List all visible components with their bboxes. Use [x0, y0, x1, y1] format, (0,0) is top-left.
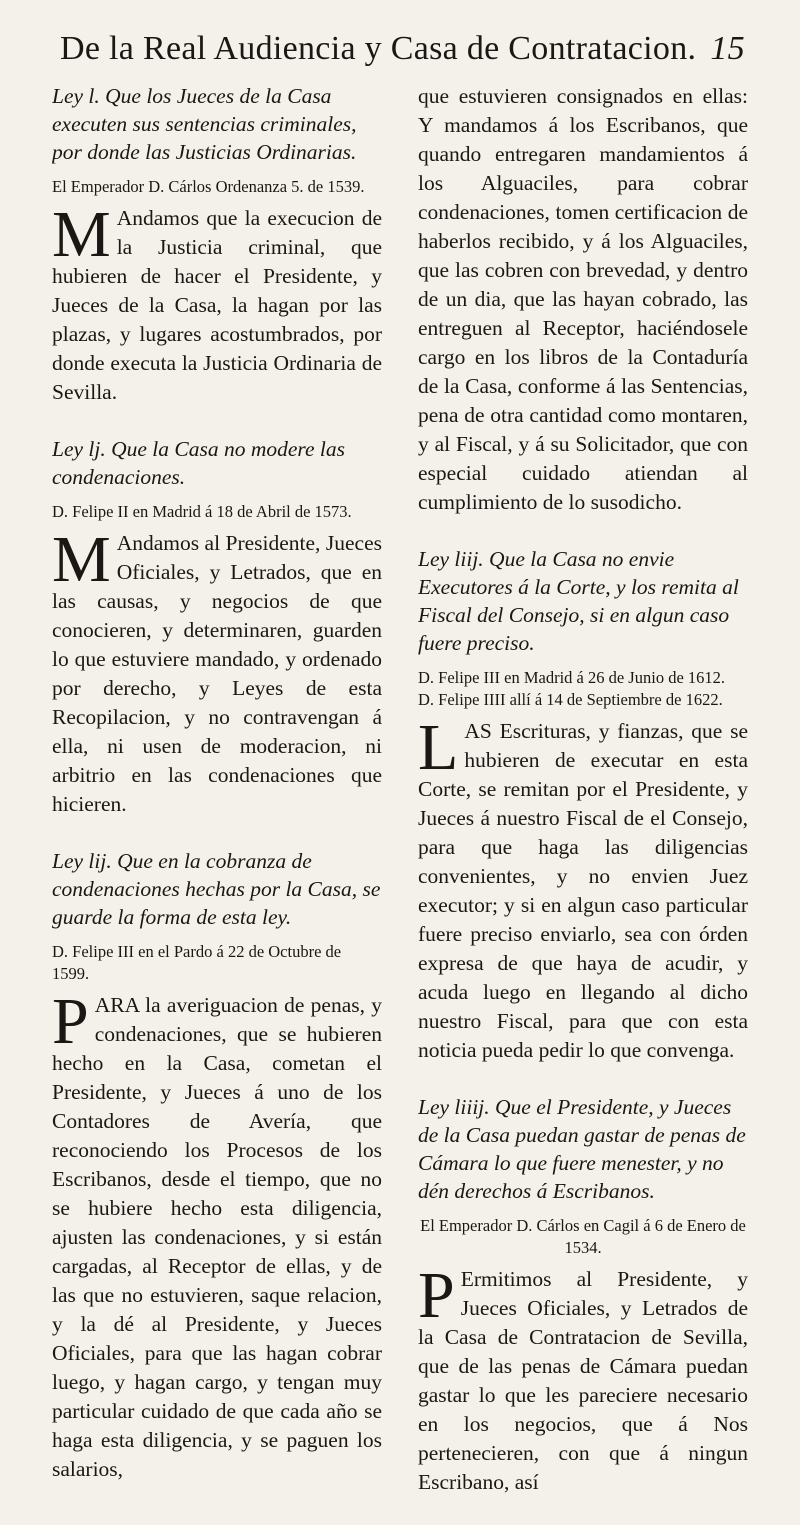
decree-line: D. Felipe IIII allí á 14 de Septiembre de 1622.: [418, 690, 723, 709]
law-text: [418, 711, 748, 1065]
law-section: [52, 435, 382, 847]
drop-cap: P: [418, 1259, 455, 1332]
page-number: 15: [710, 30, 745, 67]
law-body: Andamos que la execucion de la Justicia criminal, que hubieren de hacer el Presidente, y Jueces de la Casa, la hagan por las plazas, y lugares acostumbrados, por donde executa la Justicia Ordinaria de Sevilla.: [52, 206, 382, 404]
left-column: [52, 82, 382, 1512]
law-text: [418, 1259, 748, 1497]
law-body: AS Escrituras, y fianzas, que se hubieren de executar en esta Corte, se remitan por el Presidente, y Jueces á nuestro Fiscal de el Consejo, para que haga las diligencias convenientes, y no envien Juez executor; y si en algun caso particular fuere preciso enviarlo, sea con órden expresa de que haya de acudir, y acuda luego en llegando al dicho nuestro Fiscal, para que con esta noticia pueda pedir lo que convenga.: [418, 719, 748, 1062]
law-body: ARA la averiguacion de penas, y condenaciones, que se hubieren hecho en la Casa, cometan el Presidente, y Jueces á uno de los Contadores de Avería, que reconociendo los Procesos de los Escribanos, desde el tiempo, que no se hubiere hecho esta diligencia, ajusten las condenaciones, y si están cargadas, al Receptor de ellas, y de las que no estuvieren, saque relacion, y la dé al Presidente, y Jueces Oficiales, para que las hagan cobrar luego, y hagan cargo, y tengan muy particular cuidado de que cada año se haga esta diligencia, y se paguen los salarios,: [52, 993, 382, 1481]
law-title: Ley lj. Que la Casa no modere las condenaciones.: [52, 437, 346, 489]
law-text: [52, 198, 382, 407]
drop-cap: P: [52, 985, 89, 1058]
running-header: [60, 30, 760, 68]
decree-line: D. Felipe II en Madrid á 18 de Abril de 1573.: [52, 502, 352, 521]
drop-cap: M: [52, 523, 111, 596]
right-column: [418, 82, 748, 1525]
law-body: Ermitimos al Presidente, y Jueces Oficiales, y Letrados de la Casa de Contratacion de Sevilla, que de las penas de Cámara puedan gastar lo que les pareciere necesario en los negocios, que á Nos pertenecieren, con que á ningun Escribano, así: [418, 1267, 748, 1494]
drop-cap: L: [418, 711, 459, 784]
running-title: De la Real Audiencia y Casa de Contratacion.: [60, 30, 697, 67]
decree-line: D. Felipe III en el Pardo á 22 de Octubre de 1599.: [52, 942, 342, 983]
law-text: [52, 523, 382, 819]
law-title: Ley l. Que los Jueces de la Casa executen sus sentencias criminales, por donde las Justicias Ordinarias.: [52, 84, 357, 164]
law-body: Andamos al Presidente, Jueces Oficiales, y Letrados, que en las causas, y negocios de que conocieren, y determinaren, guarden lo que estuviere mandado, y ordenado por derecho, y Leyes de esta Recopilacion, y no contravengan á ella, ni usen de moderacion, ni arbitrio en las condenaciones que hicieren.: [52, 531, 382, 816]
decree-line: El Emperador D. Cárlos Ordenanza 5. de 1539.: [52, 177, 365, 196]
continued-text: que estuvieren consignados en ellas: Y mandamos á los Escribanos, que quando entregaren mandamientos á los Alguaciles, para cobrar condenaciones, tomen certificacion de haberlos recibido, y á los Alguaciles, que las cobren con brevedad, y dentro de un dia, que las hayan cobrado, las entreguen al Receptor, haciéndosele cargo en los libros de la Contaduría de la Casa, conforme á las Sentencias, pena de otra cantidad como montaren, y al Fiscal, y á su Solicitador, que con especial cuidado atiendan al cumplimiento de lo susodicho.: [418, 84, 748, 514]
drop-cap: M: [52, 198, 111, 271]
decree-line: El Emperador D. Cárlos en Cagil á 6 de Enero de 1534.: [420, 1216, 746, 1257]
law-section: [52, 82, 382, 435]
law-section: [52, 847, 382, 1512]
law-title: Ley liiij. Que el Presidente, y Jueces de la Casa puedan gastar de penas de Cámara lo que fuere menester, y no dén derechos á Escribanos.: [418, 1095, 746, 1203]
law-text: [52, 985, 382, 1484]
decree-line: D. Felipe III en Madrid á 26 de Junio de 1612.: [418, 668, 726, 687]
law-title: Ley lij. Que en la cobranza de condenaciones hechas por la Casa, se guarde la forma de esta ley.: [52, 849, 381, 929]
law-section: [418, 545, 748, 1093]
law-title: Ley liij. Que la Casa no envie Executores á la Corte, y los remita al Fiscal del Consejo, si en algun caso fuere preciso.: [418, 547, 739, 655]
law-section: [418, 1093, 748, 1525]
